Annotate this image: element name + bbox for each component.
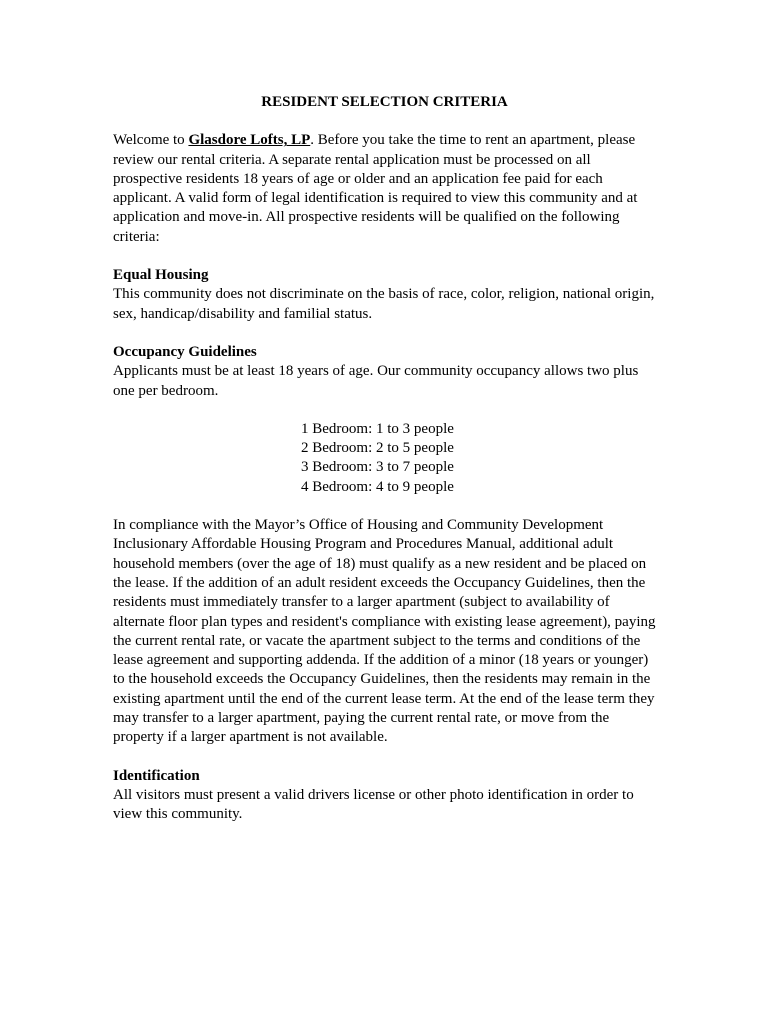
occupancy-list <box>113 420 663 497</box>
occupancy-text: Applicants must be at least 18 years of age. Our community occupancy allows two plus one per bedroom. <box>113 363 639 399</box>
company-name: Glasdore Lofts, LP <box>188 132 311 149</box>
document-title: RESIDENT SELECTION CRITERIA <box>261 94 508 110</box>
equal-housing-heading: Equal Housing <box>113 267 209 284</box>
occupancy-item: 1 Bedroom: 1 to 3 people <box>301 420 454 437</box>
equal-housing-section <box>113 266 663 324</box>
identification-text: All visitors must present a valid drivers license or other photo identification in order to view this community. <box>113 786 634 823</box>
occupancy-section <box>113 343 663 748</box>
intro-paragraph <box>113 131 663 247</box>
occupancy-item: 2 Bedroom: 2 to 5 people <box>301 440 454 457</box>
occupancy-item: 3 Bedroom: 3 to 7 people <box>301 459 454 476</box>
compliance-paragraph: In compliance with the Mayor’s Office of Housing and Community Development Inclusionary Affordable Housing Program and Procedures Manual, additional adult household members (over the age of 18) must qualify as a new resident and be placed on the lease. If the addition of an adult resident exceeds the Occupancy Guidelines, then the residents must immediately transfer to a larger apartment (subject to availability of alternate floor plan types and resident's compliance with existing lease agreement), paying the current rental rate, or vacate the apartment subject to the terms and conditions of the lease agreement and supporting addenda. If the addition of a minor (18 years or younger) to the household exceeds the Occupancy Guidelines, then the residents may remain in the existing apartment until the end of the current lease term. At the end of the lease term they may transfer to a larger apartment, paying the current rental rate, or move from the property if a larger apartment is not available. <box>113 517 656 746</box>
identification-heading: Identification <box>113 767 200 784</box>
occupancy-item: 4 Bedroom: 4 to 9 people <box>301 478 454 495</box>
intro-prefix: Welcome to <box>113 132 189 149</box>
intro-text: . Before you take the time to rent an apartment, please review our rental criteria. A separate rental application must be processed on all prospective residents 18 years of age or older and an application fee paid for each applicant. A valid form of legal identification is required to view this community and at application and move-in. All prospective residents will be qualified on the following criteria: <box>113 132 638 245</box>
occupancy-heading: Occupancy Guidelines <box>113 343 257 360</box>
equal-housing-text: This community does not discriminate on the basis of race, color, religion, national origin, sex, handicap/disability and familial status. <box>113 286 655 322</box>
identification-section <box>113 767 663 825</box>
document-page <box>113 93 663 825</box>
